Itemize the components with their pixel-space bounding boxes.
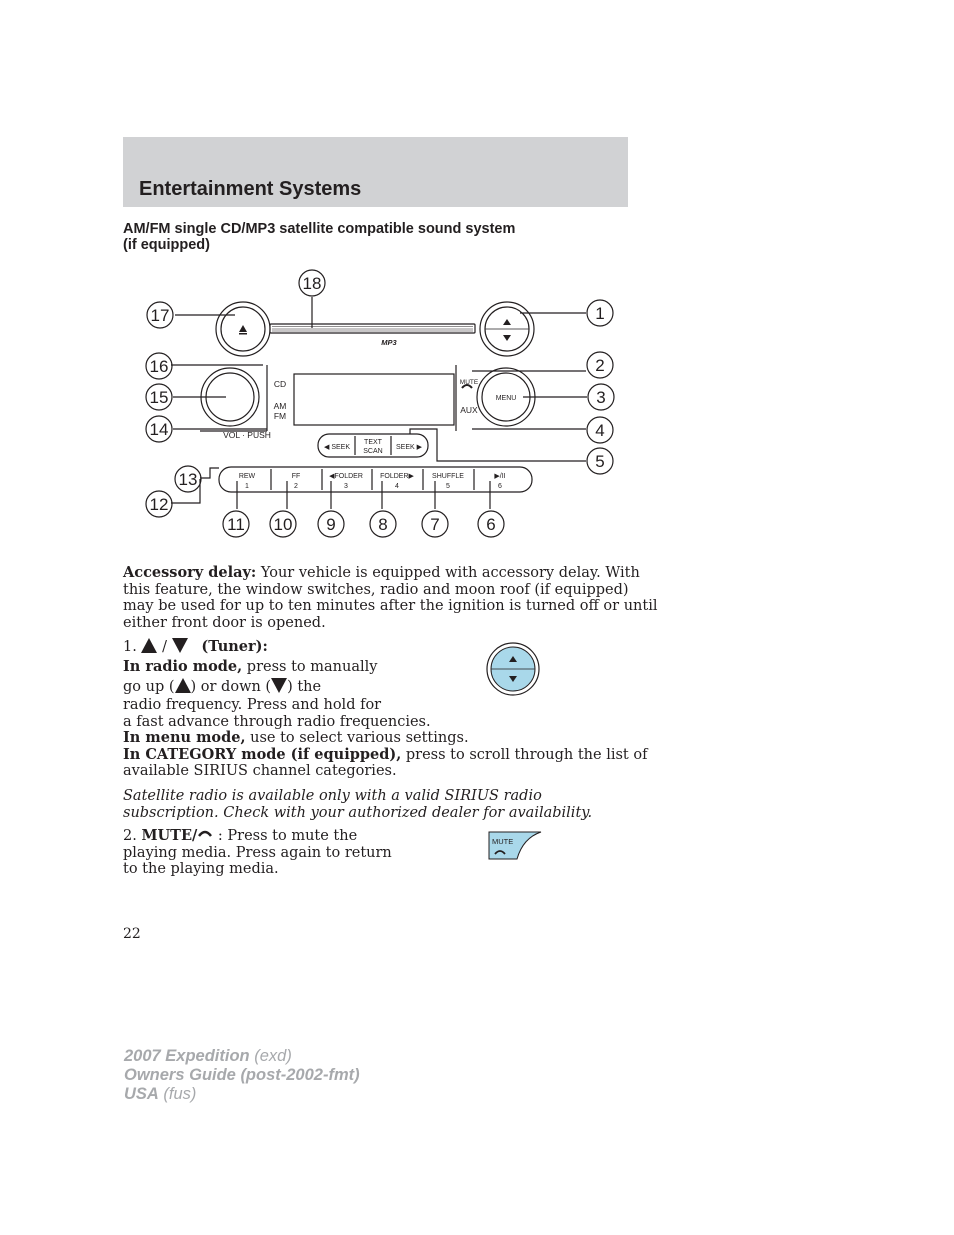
- svg-text:FF: FF: [291, 473, 301, 480]
- svg-text:7: 7: [430, 515, 440, 534]
- svg-text:15: 15: [149, 388, 169, 407]
- footer-line-2: Owners Guide (post-2002-fmt): [124, 1066, 360, 1084]
- svg-text:6: 6: [498, 483, 502, 490]
- phone-icon: [197, 829, 213, 837]
- tuner-button-illustration: [485, 641, 541, 697]
- svg-text:3: 3: [344, 483, 348, 490]
- svg-text:16: 16: [149, 357, 169, 376]
- svg-text:17: 17: [150, 306, 170, 325]
- svg-text:▶/II: ▶/II: [494, 473, 506, 480]
- svg-text:MP3: MP3: [381, 338, 397, 347]
- svg-text:CD: CD: [273, 379, 287, 389]
- up-arrow-icon: [141, 638, 157, 653]
- svg-text:REW: REW: [238, 473, 256, 480]
- svg-text:5: 5: [595, 452, 605, 471]
- section-heading-line-1: AM/FM single CD/MP3 satellite compatible sound system: [123, 221, 516, 237]
- svg-text:1: 1: [245, 483, 249, 490]
- svg-text:18: 18: [302, 274, 322, 293]
- svg-text:MUTE: MUTE: [492, 837, 514, 846]
- accessory-delay-lead: Accessory delay:: [123, 564, 257, 581]
- down-arrow-icon: [172, 638, 188, 653]
- svg-text:AM: AM: [273, 401, 287, 411]
- eject-icon: [239, 325, 247, 332]
- mute-title: MUTE/: [141, 827, 198, 844]
- svg-text:4: 4: [595, 421, 605, 440]
- radio-faceplate-diagram: [140, 268, 620, 543]
- svg-text:FOLDER▶: FOLDER▶: [380, 473, 414, 480]
- svg-text:6: 6: [486, 515, 496, 534]
- svg-text:3: 3: [596, 388, 606, 407]
- svg-text:8: 8: [378, 515, 388, 534]
- mute-button-illustration: [487, 830, 545, 862]
- svg-text:4: 4: [395, 483, 399, 490]
- tuner-down-icon: [503, 335, 511, 341]
- svg-text:2: 2: [294, 483, 298, 490]
- svg-text:9: 9: [326, 515, 336, 534]
- svg-text:11: 11: [227, 515, 245, 534]
- down-arrow-icon: [271, 678, 287, 693]
- up-arrow-icon: [175, 678, 191, 693]
- mute-item: 2. MUTE/ : Press to mute the playing media. Press again to return to the playing media.: [123, 827, 392, 877]
- footer-line-3: USA (fus): [124, 1085, 197, 1103]
- tuner-item: 1. / (Tuner): In radio mode, press to manually go up ( ) or down ( ) the radio frequency. Press and hold for a fast advance through radio frequencies. In menu mode, use to select various settings. In CATEGORY mode (if equipped), press to scroll through the list of available SIRIUS channel categories.: [123, 638, 648, 779]
- svg-text:AUX: AUX: [460, 405, 478, 415]
- section-heading: [123, 221, 628, 253]
- svg-text:1: 1: [595, 304, 605, 323]
- page-title: Entertainment Systems: [139, 178, 362, 200]
- tuner-up-icon: [503, 319, 511, 325]
- svg-text:SEEK ▶: SEEK ▶: [395, 444, 423, 451]
- satellite-note: Satellite radio is available only with a valid SIRIUS radio subscription. Check with your authorized dealer for availability.: [123, 788, 593, 821]
- accessory-delay-paragraph: Accessory delay: Your vehicle is equipped with accessory delay. With this feature, the window switches, radio and moon roof (if equipped) may be used for up to ten minutes after the ignition is turned off or until either front door is opened.: [123, 564, 658, 631]
- svg-text:SCAN: SCAN: [363, 448, 383, 455]
- svg-text:VOL · PUSH: VOL · PUSH: [223, 430, 271, 440]
- svg-text:10: 10: [273, 515, 293, 534]
- preset-bar: [219, 467, 532, 492]
- display-window: [294, 374, 454, 425]
- svg-text:12: 12: [149, 495, 169, 514]
- cd-slot: [270, 324, 475, 333]
- svg-text:◀FOLDER: ◀FOLDER: [329, 473, 363, 480]
- svg-text:MUTE: MUTE: [459, 379, 479, 386]
- svg-text:SHUFFLE: SHUFFLE: [432, 473, 464, 480]
- svg-text:MENU: MENU: [495, 395, 517, 402]
- svg-text:5: 5: [446, 483, 450, 490]
- svg-text:◀ SEEK: ◀ SEEK: [323, 444, 351, 451]
- svg-text:13: 13: [178, 470, 198, 489]
- svg-text:TEXT: TEXT: [364, 439, 382, 446]
- svg-text:FM: FM: [273, 411, 287, 421]
- svg-text:14: 14: [149, 420, 169, 439]
- section-heading-line-2: (if equipped): [123, 237, 210, 253]
- svg-text:2: 2: [595, 356, 605, 375]
- footer-line-1: 2007 Expedition (exd): [124, 1047, 292, 1065]
- page-number: 22: [123, 926, 141, 942]
- tuner-title: (Tuner):: [201, 638, 268, 655]
